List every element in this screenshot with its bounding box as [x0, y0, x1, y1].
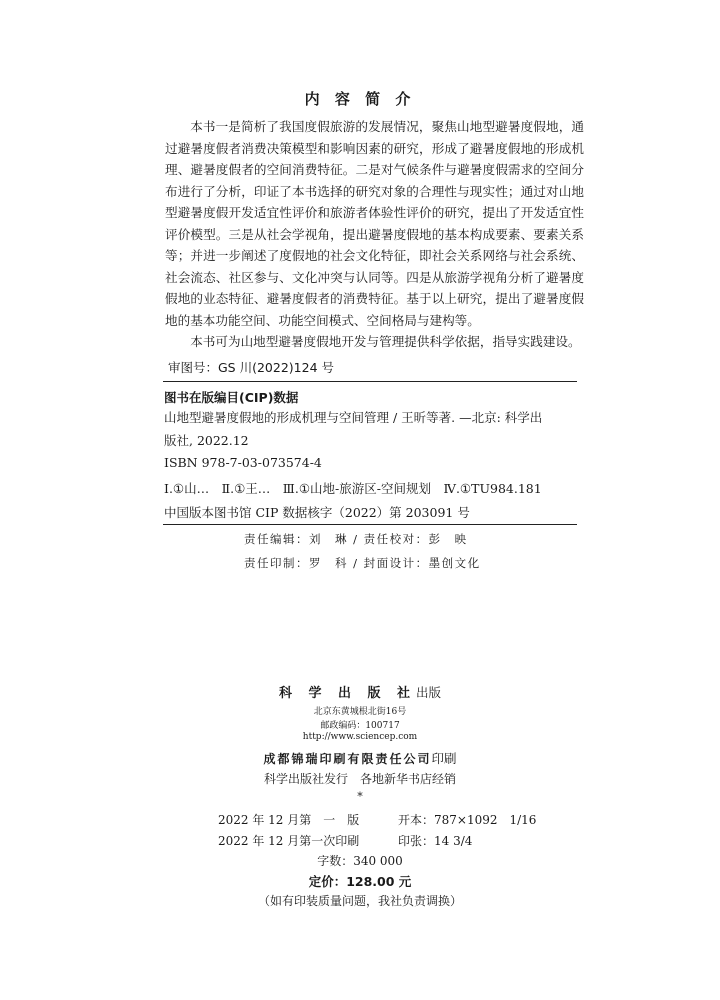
printer-name: 成都锦瑞印刷有限责任公司	[263, 752, 432, 766]
cip-block	[164, 388, 580, 520]
edition-row	[218, 811, 537, 828]
cip-verification: 中国版本图书馆 CIP 数据核字（2022）第 203091 号	[164, 505, 470, 520]
printing-row	[218, 832, 518, 849]
divider-bottom	[163, 524, 577, 525]
intro-paragraph-1: 本书一是简析了我国度假旅游的发展情况，聚焦山地型避暑度假地，通过避暑度假者消费决策模型和影响因素的研究，形成了避暑度假地的形成机理、避暑度假者的空间消费特征。二是对气候条件与避暑度假需求的空间分布进行了分析，印证了本书选择的研究对象的合理性与现实性；通过对山地型避暑度假开发适宜性评价和旅游者体验性评价的研究，提出了开发适宜性评价模型。三是从社会学视角，提出避暑度假地的基本构成要素、要素关系等；并进一步阐述了度假地的社会文化特征，即社会关系网络与社会系统、社会流态、社区参与、文化冲突与认同等。四是从旅游学视角分析了避暑度假地的业态特征、避暑度假者的消费特征。基于以上研究，提出了避暑度假地的基本功能空间、功能空间模式、空间格局与建构等。	[165, 119, 584, 328]
credits-editors: 责任编辑：刘 琳 / 责任校对：彭 映	[244, 532, 468, 546]
divider-top	[163, 381, 577, 382]
publisher-line	[0, 682, 720, 701]
publisher-address: 北京东黄城根北街16号	[313, 707, 407, 717]
price: 定价：128.00 元	[308, 874, 412, 889]
printer-line	[0, 748, 720, 767]
cip-classification: Ⅰ.①山… Ⅱ.①王… Ⅲ.①山地-旅游区-空间规划 Ⅳ.①TU984.181	[164, 481, 542, 496]
printer-suffix: 印刷	[431, 751, 457, 766]
cip-title-line: 山地型避暑度假地的形成机理与空间管理 / 王昕等著. —北京: 科学出	[164, 410, 543, 425]
distribution: 科学出版社发行 各地新华书店经销	[263, 772, 456, 786]
first-printing: 2022 年 12 月第一次印刷	[218, 834, 360, 848]
publisher-suffix: 出版	[416, 685, 442, 700]
first-edition: 2022 年 12 月第 一 版	[218, 813, 360, 827]
cip-heading: 图书在版编目(CIP)数据	[164, 390, 299, 405]
cip-publisher-line: 版社, 2022.12	[164, 433, 249, 448]
word-count: 字数：340 000	[317, 854, 403, 868]
publisher-url: http://www.sciencep.com	[302, 732, 418, 742]
sheets: 印张：14 3/4	[398, 834, 473, 848]
map-review-number: 审图号：GS 川(2022)124 号	[168, 360, 334, 375]
format: 开本：787×1092 1/16	[398, 813, 537, 827]
page-title: 内 容 简 介	[304, 90, 416, 108]
separator-mark: *	[357, 790, 363, 803]
intro-paragraph-2: 本书可为山地型避暑度假地开发与管理提供科学依据，指导实践建设。	[190, 334, 581, 349]
quality-note: （如有印装质量问题，我社负责调换）	[257, 894, 462, 908]
credits-printing: 责任印制：罗 科 / 封面设计：墨创文化	[244, 556, 481, 570]
cip-isbn: ISBN 978-7-03-073574-4	[164, 455, 322, 470]
publisher-name: 科 学 出 版 社	[278, 686, 417, 701]
intro-text	[165, 116, 584, 353]
publisher-postcode: 邮政编码：100717	[320, 721, 400, 731]
